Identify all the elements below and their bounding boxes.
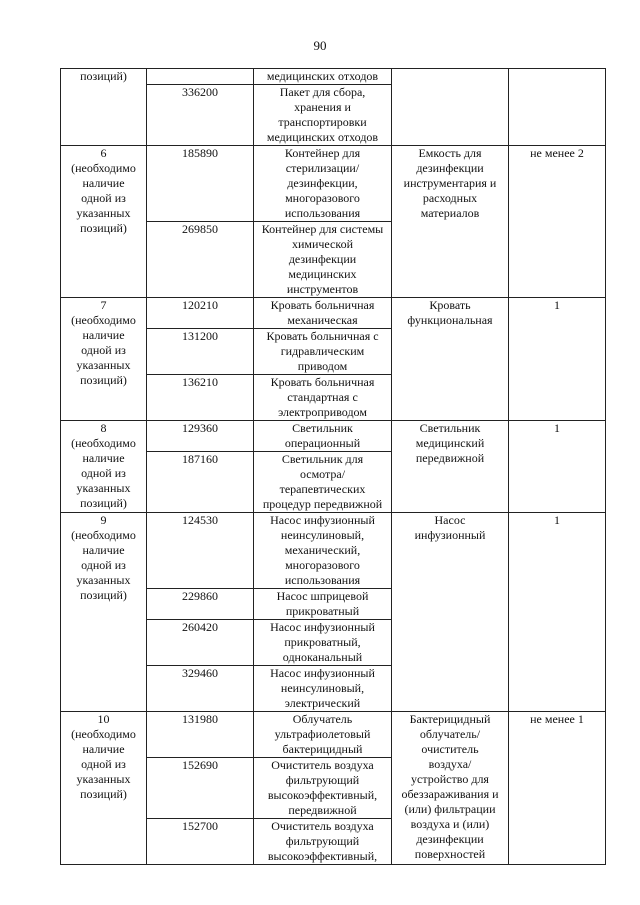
equipment-table	[60, 68, 606, 865]
group-cell: позиций)	[61, 69, 147, 146]
code-cell: 129360	[147, 421, 254, 452]
code-cell: 124530	[147, 513, 254, 589]
code-cell: 260420	[147, 620, 254, 666]
name-cell: Насос шприцевой прикроватный	[254, 589, 392, 620]
code-cell: 120210	[147, 298, 254, 329]
quantity-cell: не менее 1	[509, 712, 606, 865]
table-row	[61, 298, 606, 329]
code-cell: 131980	[147, 712, 254, 758]
code-cell: 329460	[147, 666, 254, 712]
quantity-cell	[509, 69, 606, 146]
code-cell: 185890	[147, 146, 254, 222]
code-cell: 269850	[147, 222, 254, 298]
quantity-cell: 1	[509, 298, 606, 421]
group-cell: 9 (необходимо наличие одной из указанных позиций)	[61, 513, 147, 712]
code-cell: 131200	[147, 329, 254, 375]
description-cell: Кровать функциональная	[392, 298, 509, 421]
name-cell: Кровать больничная стандартная с электроприводом	[254, 375, 392, 421]
group-cell: 6 (необходимо наличие одной из указанных позиций)	[61, 146, 147, 298]
name-cell: Насос инфузионный неинсулиновый, электрический	[254, 666, 392, 712]
quantity-cell: 1	[509, 513, 606, 712]
description-cell: Емкость для дезинфекции инструментария и расходных материалов	[392, 146, 509, 298]
page-number: 90	[313, 38, 327, 53]
table-row	[61, 712, 606, 758]
table-row	[61, 513, 606, 589]
code-cell: 229860	[147, 589, 254, 620]
table-row	[61, 146, 606, 222]
name-cell: Светильник для осмотра/ терапевтических процедур передвижной	[254, 452, 392, 513]
name-cell: Контейнер для системы химической дезинфекции медицинских инструментов	[254, 222, 392, 298]
name-cell: Насос инфузионный прикроватный, одноканальный	[254, 620, 392, 666]
name-cell: Кровать больничная механическая	[254, 298, 392, 329]
name-cell: Насос инфузионный неинсулиновый, механический, многоразового использования	[254, 513, 392, 589]
name-cell: Очиститель воздуха фильтрующий высокоэффективный,	[254, 819, 392, 865]
description-cell: Светильник медицинский передвижной	[392, 421, 509, 513]
code-cell: 187160	[147, 452, 254, 513]
code-cell: 152700	[147, 819, 254, 865]
description-cell	[392, 69, 509, 146]
name-cell: Кровать больничная с гидравлическим приводом	[254, 329, 392, 375]
table-row	[61, 69, 606, 85]
name-cell: Контейнер для стерилизации/ дезинфекции, многоразового использования	[254, 146, 392, 222]
description-cell: Бактерицидный облучатель/ очиститель воздуха/ устройство для обеззараживания и (или) фильтрации воздуха и (или) дезинфекции поверхностей	[392, 712, 509, 865]
group-cell: 7 (необходимо наличие одной из указанных позиций)	[61, 298, 147, 421]
code-cell	[147, 69, 254, 85]
name-cell: Пакет для сбора, хранения и транспортировки медицинских отходов	[254, 85, 392, 146]
name-cell: Облучатель ультрафиолетовый бактерицидный	[254, 712, 392, 758]
group-cell: 10 (необходимо наличие одной из указанных позиций)	[61, 712, 147, 865]
quantity-cell: не менее 2	[509, 146, 606, 298]
code-cell: 336200	[147, 85, 254, 146]
table-row	[61, 421, 606, 452]
name-cell: медицинских отходов	[254, 69, 392, 85]
code-cell: 152690	[147, 758, 254, 819]
description-cell: Насос инфузионный	[392, 513, 509, 712]
name-cell: Светильник операционный	[254, 421, 392, 452]
group-cell: 8 (необходимо наличие одной из указанных позиций)	[61, 421, 147, 513]
quantity-cell: 1	[509, 421, 606, 513]
code-cell: 136210	[147, 375, 254, 421]
name-cell: Очиститель воздуха фильтрующий высокоэффективный, передвижной	[254, 758, 392, 819]
